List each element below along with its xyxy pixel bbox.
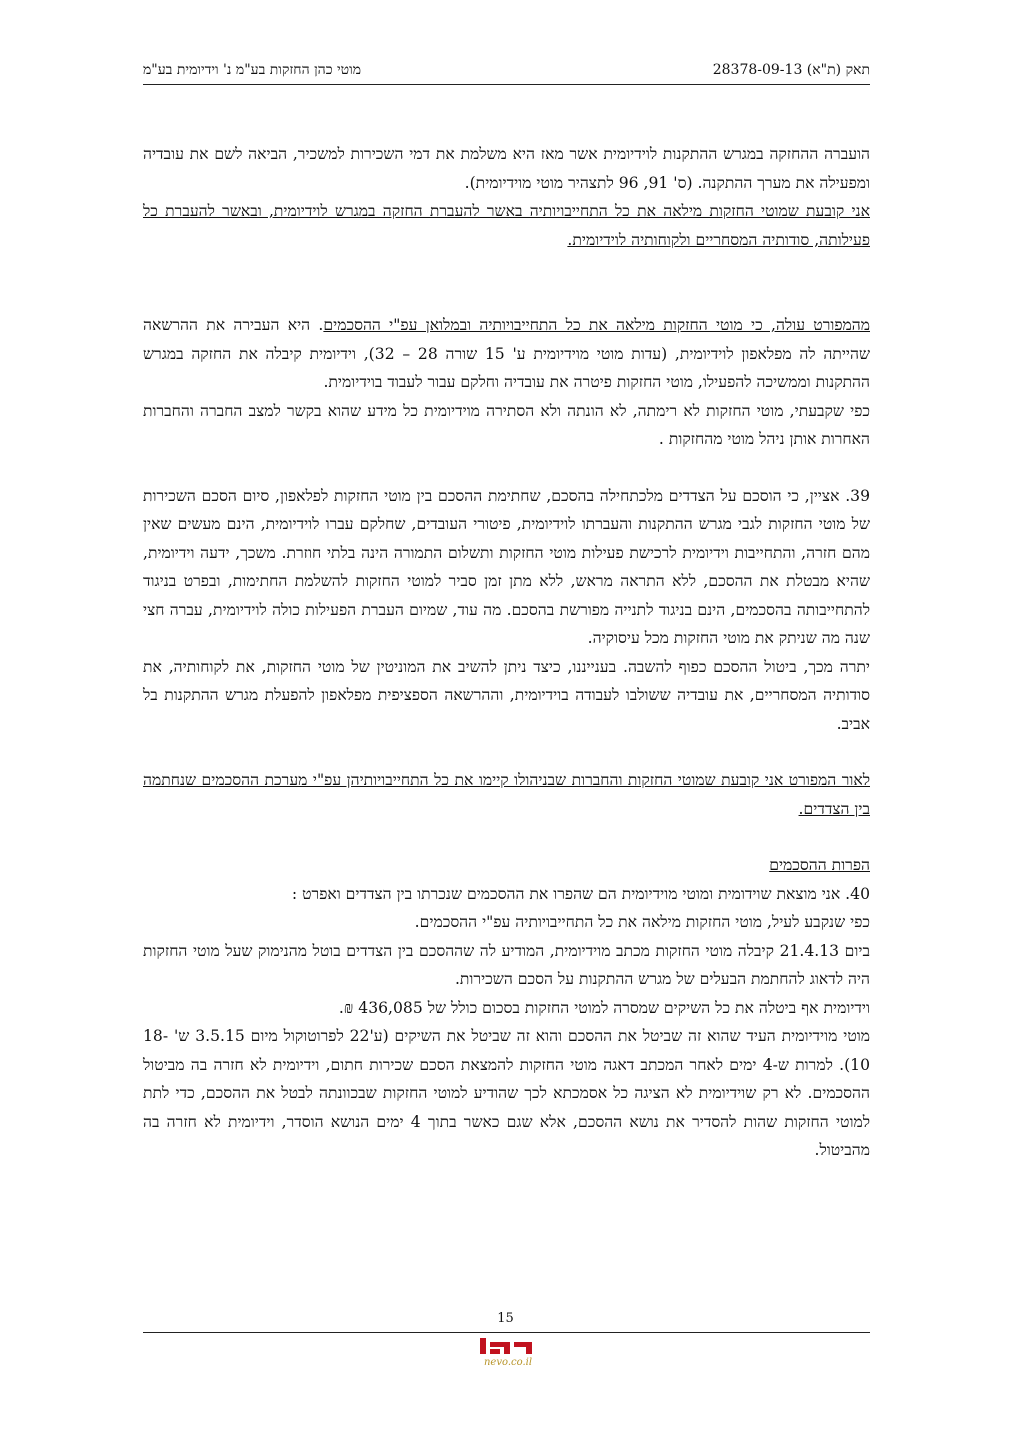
section-heading: הפרות ההסכמים: [769, 856, 870, 874]
page-number: 15: [497, 1311, 514, 1326]
svg-text:nevo.co.il: nevo.co.il: [483, 1357, 533, 1368]
header-divider: [143, 84, 870, 85]
nevo-logo-icon: [468, 1336, 548, 1368]
page-header: [143, 58, 870, 80]
case-number: תאק (ת"א) 28378-09-13: [712, 62, 870, 78]
paragraph-40: 40. אני מוצאת שוידומית ומוטי מוידיומית הם שהפרו את ההסכמים שנכרתו בין הצדדים ואפרט :: [291, 884, 870, 903]
paragraph-10: ביום 21.4.13 קיבלה מוטי החזקות מכתב מוידיומית, המודיע לה שההסכם בין הצדדים בוטל מהנימוק שעל מוטי החזקות היה לדאוג להחתמת הבעלים של מגרש ההתקנות על הסכם השכירות.: [143, 941, 870, 988]
paragraph-6: יתרה מכך, ביטול ההסכם כפוף להשבה. בענייננו, כיצד ניתן להשיב את המוניטין של מוטי החזקות, את לקוחותיה, את סודותיה המסחריים, את עובדיה ששולבו לעבודה בוידיומית, וההרשאה הספציפית מפלאפון להפעלת מגרש ההתקנות בל אביב.: [143, 657, 870, 733]
paragraph-3: [143, 311, 870, 397]
paragraph-12: מוטי מוידיומית העיד שהוא זה שביטל את ההסכם והוא זה שביטל את השיקים (ע'22 לפרוטוקול מיום 3.5.15 ש' 18-10). למרות ש-4 ימים לאחר המכתב דאגה מוטי החזקות להמצאת הסכם שכירות חתום, וידיומית לא חזרה בה מביטול ההסכמים. לא רק שוידיומית לא הציגה כל אסמכתא לכך שהודיע למוטי החזקות שבכוונתה לבטל את ההסכם, כדי לתת למוטי החזקות שהות להסדיר את נושא ההסכם, אלא שגם כאשר בתוך 4 ימים הנושא הוסדר, וידיומית לא חזרה בה מהביטול.: [143, 1027, 870, 1159]
paragraph-1: הועברה ההחזקה במגרש ההתקנות לוידיומית אשר מאז היא משלמת את דמי השכירות למשכיר, הביאה לשם את עובדיה ומפעילה את מערך ההתקנה. (ס' 91, 96 לתצהיר מוטי מוידיומית).: [143, 145, 870, 192]
paragraph-9: כפי שנקבע לעיל, מוטי החזקות מילאה את כל התחייבויותיה עפ"י ההסכמים.: [414, 913, 870, 931]
paragraph-7-finding: לאור המפורט אני קובעת שמוטי החזקות והחברות שבניהולו קיימו את כל התחייבויותיהן עפ"י מערכת ההסכמים שנחתמה בין הצדדים.: [143, 771, 870, 818]
paragraph-11: וידיומית אף ביטלה את כל השיקים שמסרה למוטי החזקות בסכום כולל של 436,085 ₪.: [338, 998, 870, 1017]
footer-divider: [143, 1332, 870, 1333]
paragraph-2-finding: אני קובעת שמוטי החזקות מילאה את כל התחייבויותיה באשר להעברת החזקה במגרש לוידיומית, ובאשר להעברת כל פעילותה, סודותיה המסחריים ולקוחותיה לוידיומית.: [143, 202, 870, 249]
paragraph-39: 39. אציין, כי הוסכם על הצדדים מלכתחילה בהסכם, שחתימת ההסכם בין מוטי החזקות לפלאפון, סיום הסכם השכירות של מוטי החזקות לגבי מגרש ההתקנות והעברתו לוידיומית, פיטורי העובדים, שחלקם עברו לוידיומית, הינם מעשים שאין מהם חזרה, והתחייבות וידיומית לרכישת פעילות מוטי החזקות ותשלום התמורה הינה בלתי חוזרת. משכך, ידעה וידיומית, שהיא מבטלת את ההסכם, ללא התראה מראש, ללא מתן זמן סביר למוטי החזקות להשלמת החתימות, ובפרט בניגוד להתחייבותה בהסכמים, הינם בניגוד לתנייה מפורשת בהסכם. מה עוד, שמיום העברת הפעילות כולה לוידיומית, עברה חצי שנה מה שניתק את מוטי החזקות מכל עיסוקיה.: [143, 486, 870, 647]
case-parties: מוטי כהן החזקות בע"מ נ' וידיומית בע"מ: [143, 62, 361, 78]
document-body: [143, 140, 870, 1165]
paragraph-3-underlined: מהמפורט עולה, כי מוטי החזקות מילאה את כל התחייבויותיה ובמלואן עפ"י ההסכמים: [323, 316, 870, 334]
paragraph-4: כפי שקבעתי, מוטי החזקות לא רימתה, לא הונתה ולא הסתירה מוידיומית כל מידע שהוא בקשר למצב החברה והחברות האחרות אותן ניהל מוטי מהחזקות .: [143, 401, 870, 448]
paragraph-3-rest: . היא העבירה את ההרשאה שהייתה לה מפלאפון לוידיומית, (עדות מוטי מוידיומית ע' 15 שורה 28 – 32), וידיומית קיבלה את החזקה במגרש ההתקנות וממשיכה להפעילו, מוטי החזקות פיטרה את עובדיה וחלקם עבור לעבוד בוידיומית.: [143, 316, 871, 391]
